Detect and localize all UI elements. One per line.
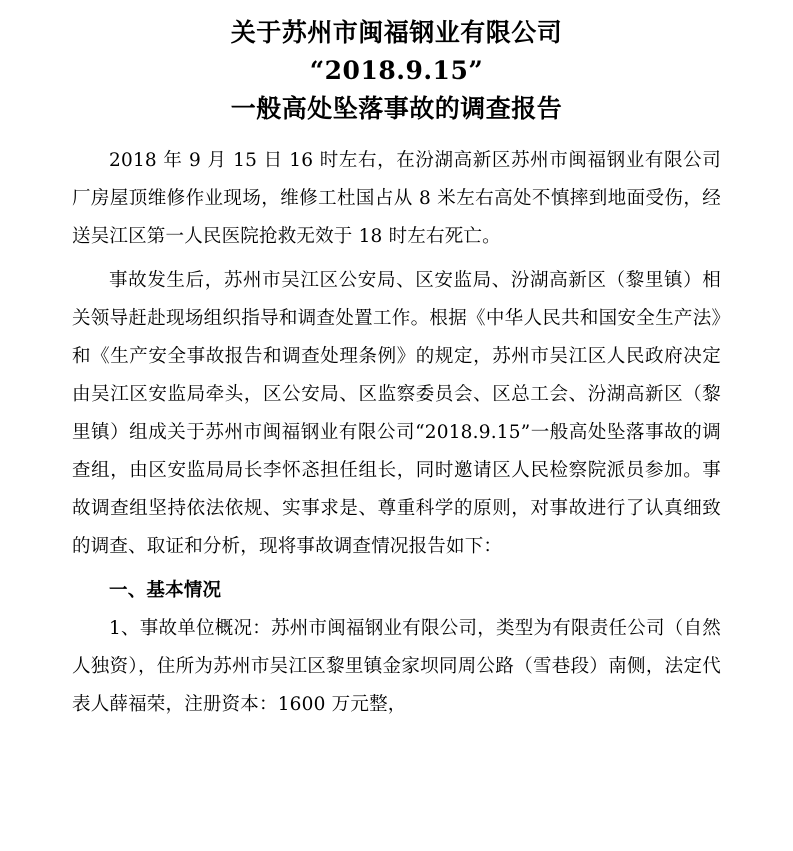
- paragraph-investigation-setup: 事故发生后，苏州市吴江区公安局、区安监局、汾湖高新区（黎里镇）相关领导赶赴现场组织指导和调查处置工作。根据《中华人民共和国安全生产法》和《生产安全事故报告和调查处理条例》的规定，苏州市吴江区人民政府决定由吴江区安监局牵头，区公安局、区监察委员会、区总工会、汾湖高新区（黎里镇）组成关于苏州市闽福钢业有限公司“2018.9.15”一般高处坠落事故的调查组，由区安监局局长李怀忞担任组长，同时邀请区人民检察院派员参加。事故调查组坚持依法依规、实事求是、尊重科学的原则，对事故进行了认真细致的调查、取证和分析，现将事故调查情况报告如下：: [72, 270, 721, 557]
- page-title-line-1: 关于苏州市闽福钢业有限公司: [230, 18, 563, 47]
- section-heading-basic-info: 一、基本情况: [109, 580, 222, 601]
- page-title: [72, 14, 721, 128]
- paragraph-company-profile: 1、事故单位概况：苏州市闽福钢业有限公司，类型为有限责任公司（自然人独资），住所为苏州市吴江区黎里镇金家坝同周公路（雪巷段）南侧，法定代表人薛福荣，注册资本：1600 万元整，: [72, 618, 721, 715]
- page-title-line-2: “2018.9.15”: [309, 56, 484, 85]
- document-body: [72, 142, 721, 724]
- paragraph-incident-summary: 2018 年 9 月 15 日 16 时左右，在汾湖高新区苏州市闽福钢业有限公司厂房屋顶维修作业现场，维修工杜国占从 8 米左右高处不慎摔到地面受伤，经送吴江区第一人民医院抢救无效于 18 时左右死亡。: [72, 150, 721, 247]
- page-title-line-3: 一般高处坠落事故的调查报告: [230, 94, 563, 123]
